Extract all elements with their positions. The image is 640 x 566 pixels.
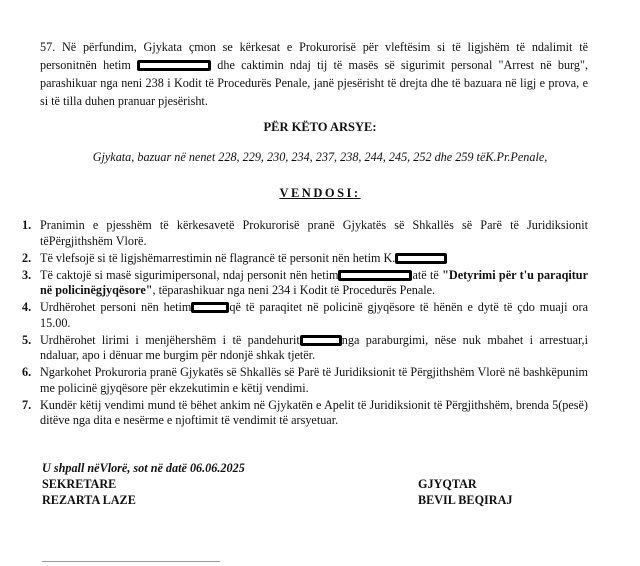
redaction-box (191, 302, 229, 313)
footnote-divider (42, 561, 220, 562)
item-text-before: Urdhërohet lirimi i menjëhershëm i të pandehurit (40, 332, 300, 347)
paragraph-57-part2: dhe caktimin ndaj tij të masës së sigurimit personal "Arrest në burg", parashikuar nga neni 238 i Kodit të Procedurës Penale, janë pjesërisht të drejta dhe të bazuara në ligj e prova, e si të tilla duhen pranuar pjesërisht. (40, 58, 589, 108)
list-item (22, 218, 588, 249)
item-text-after: , tëparashikuar nga neni 234 i Kodit të Procedurës Penale. (152, 283, 436, 297)
place-date: U shpall nëVlorë, sot në datë 06.06.2025 (42, 461, 245, 475)
signature-judge (418, 476, 512, 508)
item-text: Pranimin e pjesshëm të kërkesavetë Prokurorisë pranë Gjykatës së Shkallës së Parë të Juridiksionit tëPërgjithshëm Vlorë. (40, 218, 588, 248)
redaction-box (300, 335, 342, 346)
item-number: 4. (22, 300, 32, 314)
item-text-before: Të caktojë si masë sigurimipersonal, ndaj personit nën hetim (40, 267, 339, 282)
judge-name: BEVIL BEQIRAJ (418, 493, 513, 507)
secretary-name: REZARTA LAZE (42, 493, 136, 507)
item-text (40, 333, 588, 364)
decision-title-text: VENDOSI: (279, 186, 361, 200)
redaction-box (395, 253, 447, 264)
item-number: 5. (22, 332, 32, 347)
judge-role: GJYQTAR (418, 477, 477, 491)
section-heading: PËR KËTO ARSYE: (263, 120, 377, 134)
paragraph-57-part1: 57. Në përfundim, Gjykata çmon se kërkesat e Prokurorisë për vleftësim si të ligjshëm të ndalimit të personitnën hetim (40, 40, 588, 72)
secretary-role: SEKRETARE (42, 477, 117, 491)
item-text (40, 300, 588, 331)
redaction-box (137, 60, 211, 71)
item-text-before: Urdhërohet personi nën hetim (40, 300, 192, 314)
item-text-bold: "Detyrimi për t'u paraqitur në policinëgjyqësore" (40, 267, 588, 297)
list-item (22, 300, 588, 331)
redaction-box (338, 270, 412, 281)
list-item (22, 333, 588, 364)
list-item (22, 365, 588, 396)
item-text-middle: atë të (412, 267, 443, 282)
list-item (22, 268, 588, 299)
decision-title (0, 186, 640, 201)
legal-basis: Gjykata, bazuar në nenet 228, 229, 230, 234, 237, 238, 244, 245, 252 dhe 259 tëK.Pr.Penale, (92, 150, 548, 164)
signature-secretary (42, 476, 136, 508)
item-number: 3. (22, 267, 32, 282)
item-number: 2. (22, 250, 32, 265)
item-text (40, 251, 588, 267)
list-item (22, 398, 588, 429)
item-text: Ngarkohet Prokuroria pranë Gjykatës së Shkallës së Parë të Juridiksionit të Përgjithshëm Vlorë në bashkëpunim me policinë gjyqësore për ekzekutimin e këtij vendimi. (40, 365, 588, 395)
item-text-before: Të vlefsojë si të ligjshëmarrestimin në flagrancë të personit nën hetim K. (40, 250, 396, 265)
item-text (40, 268, 588, 299)
decision-list (22, 218, 588, 430)
paragraph-57 (40, 38, 588, 110)
item-text: Kundër këtij vendimi mund të bëhet ankim në Gjykatën e Apelit të Juridiksionit të Përgjithshëm, brenda 5(pesë) ditëve nga dita e nesërme e njoftimit të vendimit të arsyetuar. (40, 397, 588, 427)
item-number: 7. (22, 397, 32, 412)
item-number: 6. (22, 365, 32, 379)
list-item (22, 251, 588, 267)
item-text-after: që të paraqitet në policinë gjyqësore të hënën e dytë të çdo muaji ora 15.00. (40, 300, 588, 330)
item-text-after: nga paraburgimi, nëse nuk mbahet i arrestuar,i ndaluar, apo i dënuar me burgim për ndonjë shkak tjetër. (40, 332, 588, 362)
item-number: 1. (22, 218, 32, 232)
